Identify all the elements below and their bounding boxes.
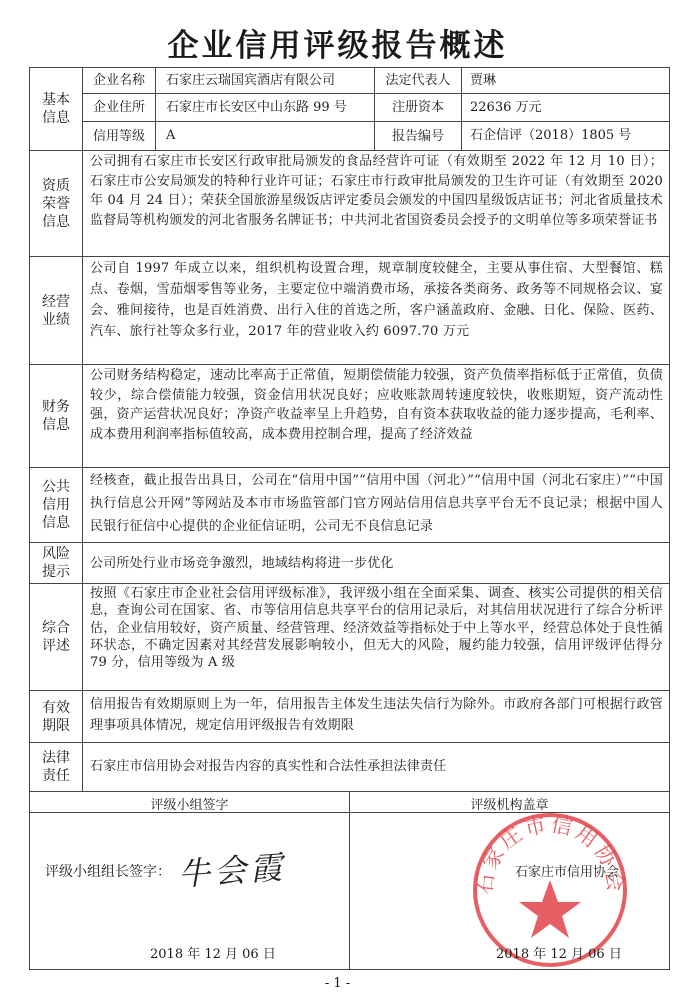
validity-text: 信用报告有效期原则上为一年，信用报告主体发生违法失信行为除外。市政府各部门可根据行政管理事项具体情况，规定信用评级报告有效期限 [90, 697, 663, 733]
validity-label: 有效 期限 [42, 699, 70, 734]
address-label: 企业住所 [92, 100, 145, 115]
right-seal-date: 2018 年 12 月 06 日 [496, 947, 622, 962]
page-title: 企业信用评级报告概述 [167, 28, 508, 64]
handwritten-signature: 牛会霞 [176, 848, 288, 894]
company-name: 石家庄云瑞国宾酒店有限公司 [166, 73, 336, 88]
svg-text:石家庄市信用协会: 石家庄市信用协会 [472, 812, 628, 896]
rating-org-seal-header: 评级机构盖章 [470, 798, 549, 813]
report-no-label: 报告编号 [391, 128, 444, 144]
operation-label: 经营 业绩 [42, 293, 70, 328]
finance-text: 公司财务结构稳定，速动比率高于正常值，短期偿债能力较强，资产负债率指标低于正常值，负债较少，综合偿债能力较强，资金信用状况良好；应收账款周转速度较快，收账期短，资产流动性强，资产运营状况良好；净资产收益率呈上升趋势，自有资本获取收益的能力逐步提高，毛利率、成本费用利润率指标值较高，成本费用控制合理，提高了经济效益 [90, 368, 663, 442]
comprehensive-text: 按照《石家庄市企业社会信用评级标准》，我评级小组在全面采集、调查、核实公司提供的相关信息，查询公司在国家、省、市等信用信息共享平台的信用记录后，对其信用状况进行了综合分析评估，企业信用较好，资产质量、经营管理、经济效益等指标处于中上等水平，经营总体处于良性循环状态，不确定因素对其经营发展影响较小，但无大的风险，履约能力较强，信用评级评估得分 79 分，信用等级为 A 级 [90, 586, 663, 671]
company-name-label: 企业名称 [92, 73, 145, 88]
operation-text: 公司自 1997 年成立以来，组织机构设置合理，规章制度较健全，主要从事住宿、大型餐馆、糕点、卷烟，雪茄烟零售等业务，主要定位中端消费市场，承接各类商务、政务等不同规格会议、宴会、雅间接待，也是百姓消费、出行入住的首选之所，客户涵盖政府、金融、日化、保险、医药、汽车、旅行社等众多行业，2017 年的营业收入约 6097.70 万元 [90, 261, 663, 339]
legal-rep: 贾琳 [470, 73, 497, 88]
page-number: - 1 - [324, 976, 351, 991]
legal-text: 石家庄市信用协会对报告内容的真实性和合法性承担法律责任 [90, 759, 447, 774]
comprehensive-label: 综合 评述 [42, 620, 70, 654]
basic-info-label: 基本 信息 [42, 92, 70, 126]
public-credit-label: 公共 信用 信息 [42, 479, 70, 531]
legal-label: 法律 责任 [42, 750, 70, 784]
qualification-label: 资质 荣誉 信息 [42, 177, 70, 230]
risk-label: 风险 提示 [42, 546, 70, 580]
grade-label: 信用等级 [92, 128, 145, 144]
risk-text: 公司所处行业市场竞争激烈，地域结构将进一步优化 [90, 556, 394, 571]
capital: 22636 万元 [470, 100, 542, 115]
org-name: 石家庄市信用协会 [515, 865, 620, 880]
grade: A [166, 128, 176, 143]
left-sign-date: 2018 年 12 月 06 日 [150, 947, 276, 962]
address: 石家庄市长安区中山东路 99 号 [166, 100, 347, 115]
capital-label: 注册资本 [391, 100, 444, 115]
rating-team-sign-header: 评级小组签字 [150, 798, 229, 813]
finance-label: 财务 信息 [42, 399, 70, 433]
leader-sign-label: 评级小组组长签字： [45, 864, 171, 880]
legal-rep-label: 法定代表人 [385, 73, 451, 88]
report-no: 石企信评（2018）1805 号 [470, 128, 632, 143]
qualification-text: 公司拥有石家庄市长安区行政审批局颁发的食品经营许可证（有效期至 2022 年 12 月 10 日）；石家庄市公安局颁发的特种行业许可证；石家庄市行政审批局颁发的卫生许可证（有效期至 2020 年 04 月 24 日）；荣获全国旅游星级饭店评定委员会颁发的中国四星级饭店证书；河北省质量技术监督局等机构颁发的河北省服务名牌证书；中共河北省国资委员会授予的文明单位等多项荣誉证书 [90, 154, 663, 228]
public-credit-text: 经核查，截止报告出具日，公司在“信用中国”“信用中国（河北）”“信用中国（河北石家庄）”“中国执行信息公开网”等网站及本市市场监管部门官方网站信用信息共享平台无不良记录；根据中国人民银行征信中心提供的企业征信证明，公司无不良信息记录 [90, 473, 663, 534]
